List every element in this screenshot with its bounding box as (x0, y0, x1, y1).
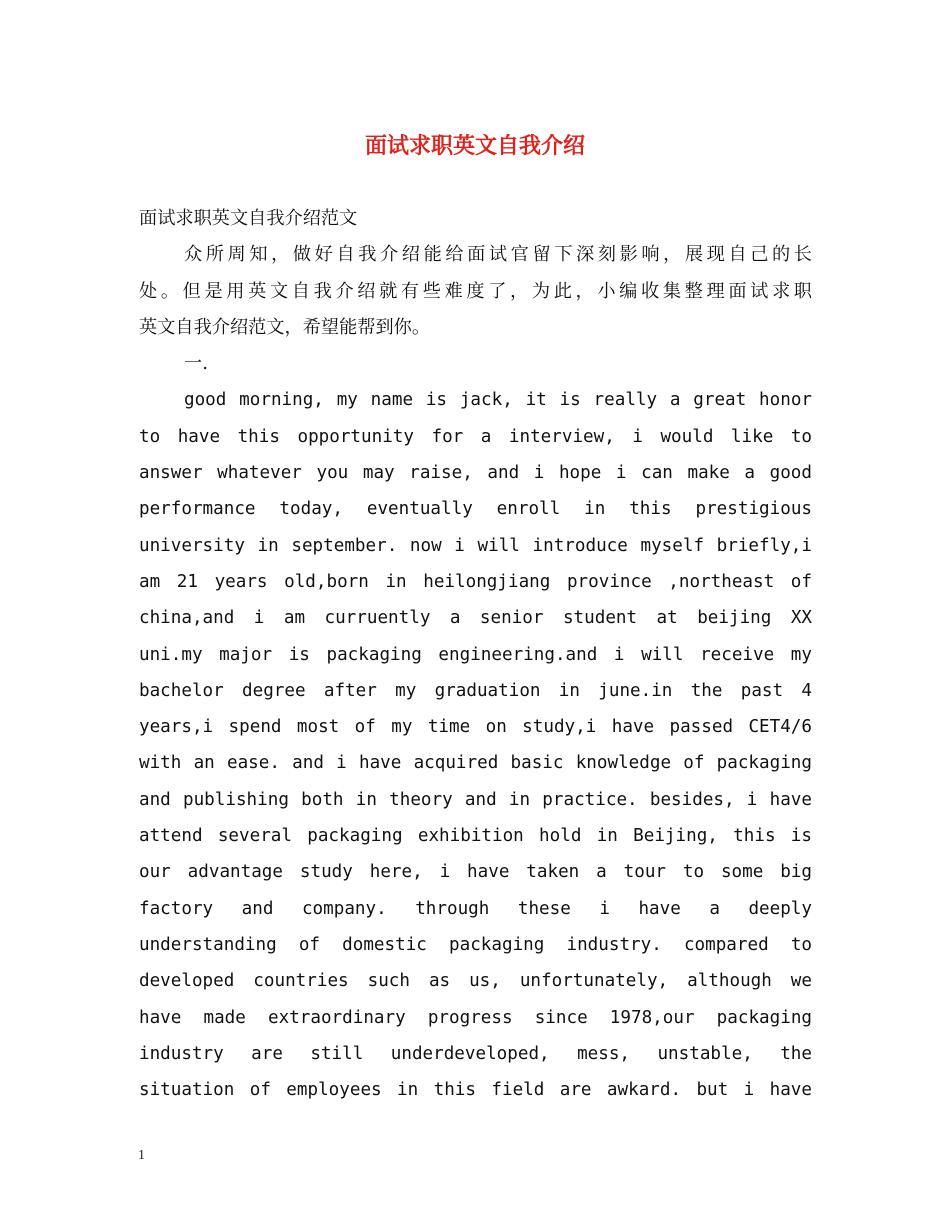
subtitle: 面试求职英文自我介绍范文 (139, 208, 358, 229)
body-line: have made extraordinary progress since 1978,our packaging (139, 1007, 812, 1028)
body-line: answer whatever you may raise, and i hope i can make a good (139, 463, 812, 484)
body-line: our advantage study here, i have taken a tour to some big (139, 862, 812, 883)
body-line: am 21 years old,born in heilongjiang province ,northeast of (139, 571, 812, 592)
body-line: university in september. now i will introduce myself briefly,i (139, 535, 812, 556)
body-line: good morning, my name is jack, it is really a great honor (184, 390, 812, 411)
page-number: 1 (138, 1148, 145, 1163)
body-line: factory and company. through these i have a deeply (139, 898, 812, 919)
body-line: attend several packaging exhibition hold in Beijing, this is (139, 826, 812, 847)
body-line: to have this opportunity for a interview, i would like to (139, 426, 812, 447)
body-line: performance today, eventually enroll in this prestigious (139, 499, 812, 520)
body-line: uni.my major is packaging engineering.and i will receive my (139, 644, 812, 665)
body-line: industry are still underdeveloped, mess, unstable, the (139, 1043, 812, 1064)
document-body (139, 201, 812, 1108)
body-line: bachelor degree after my graduation in june.in the past 4 (139, 680, 812, 701)
document-title: 面试求职英文自我介绍 (364, 133, 585, 159)
section-marker: 一. (184, 353, 208, 375)
body-line: developed countries such as us, unfortunately, although we (139, 971, 812, 992)
intro-line: 处。但是用英文自我介绍就有些难度了，为此，小编收集整理面试求职 (139, 280, 812, 302)
body-line: years,i spend most of my time on study,i have passed CET4/6 (139, 717, 812, 738)
body-line: and publishing both in theory and in practice. besides, i have (139, 789, 812, 810)
intro-line: 英文自我介绍范文，希望能帮到你。 (139, 316, 431, 338)
body-line: situation of employees in this field are awkard. but i have (139, 1080, 812, 1101)
intro-line: 众所周知，做好自我介绍能给面试官留下深刻影响，展现自己的长 (184, 244, 812, 266)
body-line: understanding of domestic packaging industry. compared to (139, 934, 812, 955)
body-line: china,and i am curruently a senior student at beijing XX (139, 608, 812, 629)
body-line: with an ease. and i have acquired basic knowledge of packaging (139, 753, 812, 774)
